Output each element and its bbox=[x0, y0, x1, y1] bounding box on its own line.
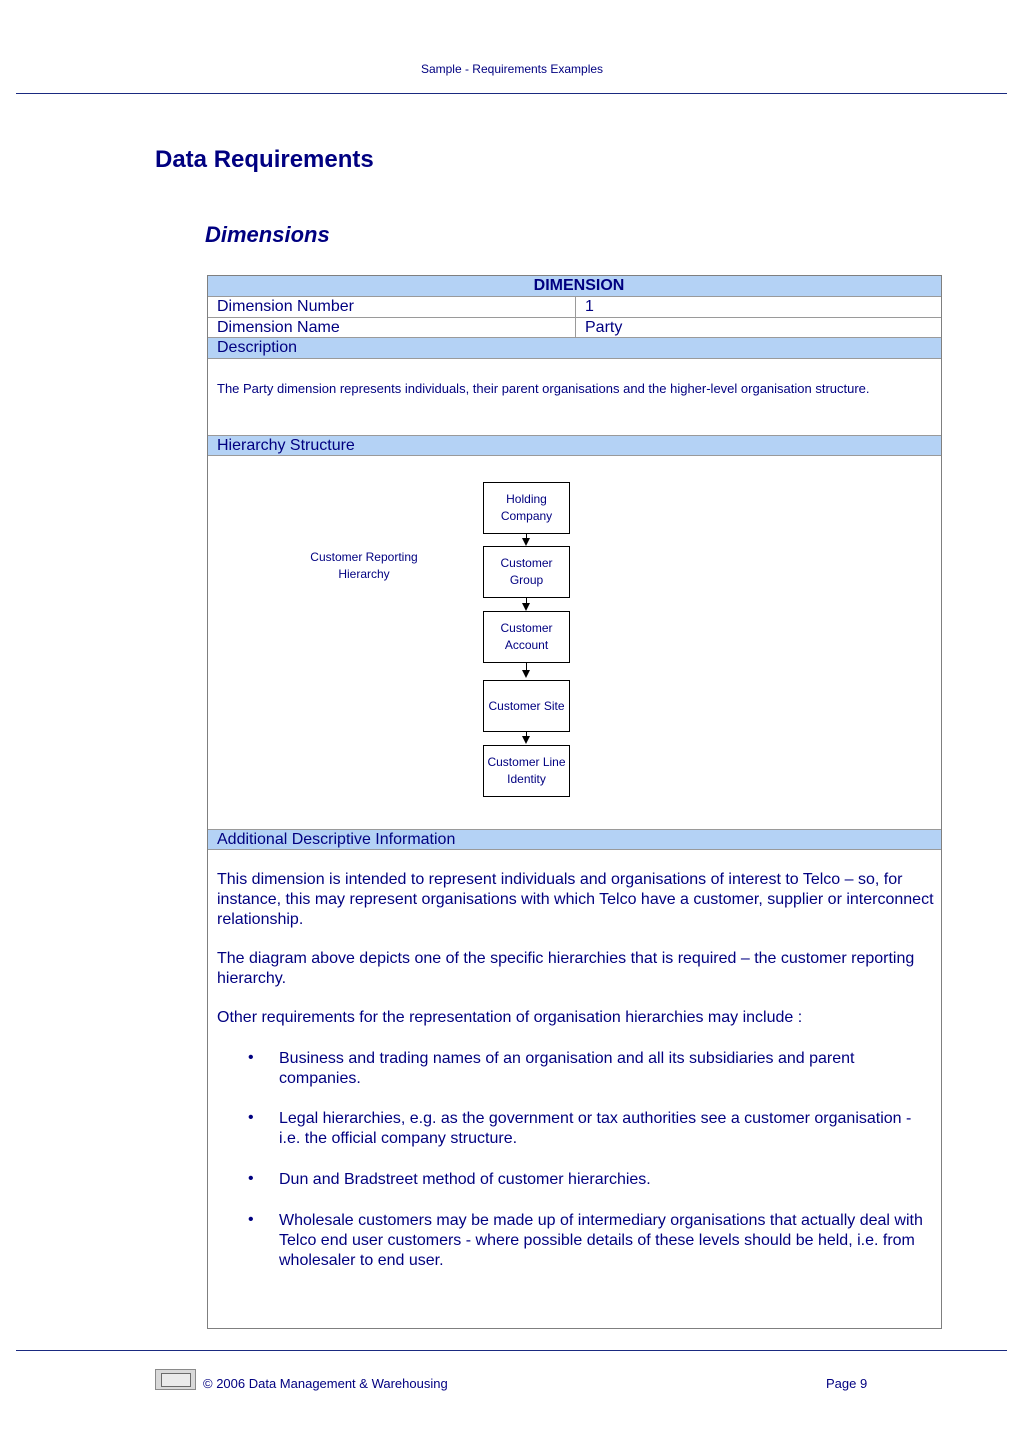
dimension-name-value: Party bbox=[575, 318, 941, 337]
header-rule bbox=[16, 93, 1007, 94]
connector-arrow bbox=[526, 663, 527, 670]
bullet-item: Business and trading names of an organisation and all its subsidiaries and parent companies. bbox=[279, 1050, 855, 1087]
bullet-item: Legal hierarchies, e.g. as the government or tax authorities see a customer organisation - i.e. the official company structure. bbox=[279, 1110, 912, 1147]
arrowhead-icon bbox=[522, 670, 530, 678]
page-header-title: Sample - Requirements Examples bbox=[420, 62, 604, 76]
dimension-number-label: Dimension Number bbox=[217, 298, 354, 315]
bullet-icon: • bbox=[248, 1109, 254, 1126]
description-header-row bbox=[208, 338, 941, 359]
footer-rule bbox=[16, 1350, 1007, 1351]
additional-paragraph: Other requirements for the representation of organisation hierarchies may include : bbox=[217, 1009, 803, 1026]
additional-header-row bbox=[208, 829, 941, 850]
node-customer-line-identity: Customer Line Identity bbox=[483, 745, 570, 797]
node-holding-company: Holding Company bbox=[483, 482, 570, 534]
arrowhead-icon bbox=[522, 603, 530, 611]
dimension-number-value: 1 bbox=[575, 297, 941, 317]
bullet-icon: • bbox=[248, 1170, 254, 1187]
table-title: DIMENSION bbox=[533, 277, 625, 294]
node-customer-group: Customer Group bbox=[483, 546, 570, 598]
footer-copyright: © 2006 Data Management & Warehousing bbox=[203, 1376, 448, 1391]
node-customer-account: Customer Account bbox=[483, 611, 570, 663]
arrowhead-icon bbox=[522, 538, 530, 546]
additional-label: Additional Descriptive Information bbox=[217, 831, 456, 848]
hierarchy-label: Hierarchy Structure bbox=[217, 437, 355, 454]
dimension-name-label: Dimension Name bbox=[217, 319, 340, 336]
hierarchy-name: Customer Reporting Hierarchy bbox=[310, 550, 418, 581]
bullet-item: Dun and Bradstreet method of customer hierarchies. bbox=[279, 1171, 651, 1188]
bullet-icon: • bbox=[248, 1049, 254, 1066]
node-customer-site: Customer Site bbox=[483, 680, 570, 732]
subsection-title: Dimensions bbox=[205, 222, 330, 247]
section-title: Data Requirements bbox=[155, 146, 374, 173]
description-label: Description bbox=[217, 339, 298, 356]
description-text: The Party dimension represents individuals, their parent organisations and the higher-level organisation structure. bbox=[217, 381, 870, 396]
table-title-row bbox=[208, 276, 941, 297]
bullet-icon: • bbox=[248, 1211, 254, 1228]
bullet-item: Wholesale customers may be made up of intermediary organisations that actually deal with Telco end user customers - where possible details of these levels should be held, i.e. from wholesaler to end user. bbox=[279, 1212, 923, 1269]
dimension-name-row bbox=[208, 318, 941, 338]
dimension-number-row bbox=[208, 297, 941, 318]
arrowhead-icon bbox=[522, 736, 530, 744]
logo-icon bbox=[155, 1369, 196, 1390]
additional-paragraph: The diagram above depicts one of the specific hierarchies that is required – the customer reporting hierarchy. bbox=[217, 950, 915, 987]
hierarchy-header-row bbox=[208, 435, 941, 456]
additional-paragraph: This dimension is intended to represent individuals and organisations of interest to Telco – so, for instance, this may represent organisations with which Telco have a customer, supplier or interconnect relationship. bbox=[217, 871, 934, 928]
footer-page-number: Page 9 bbox=[826, 1376, 868, 1391]
